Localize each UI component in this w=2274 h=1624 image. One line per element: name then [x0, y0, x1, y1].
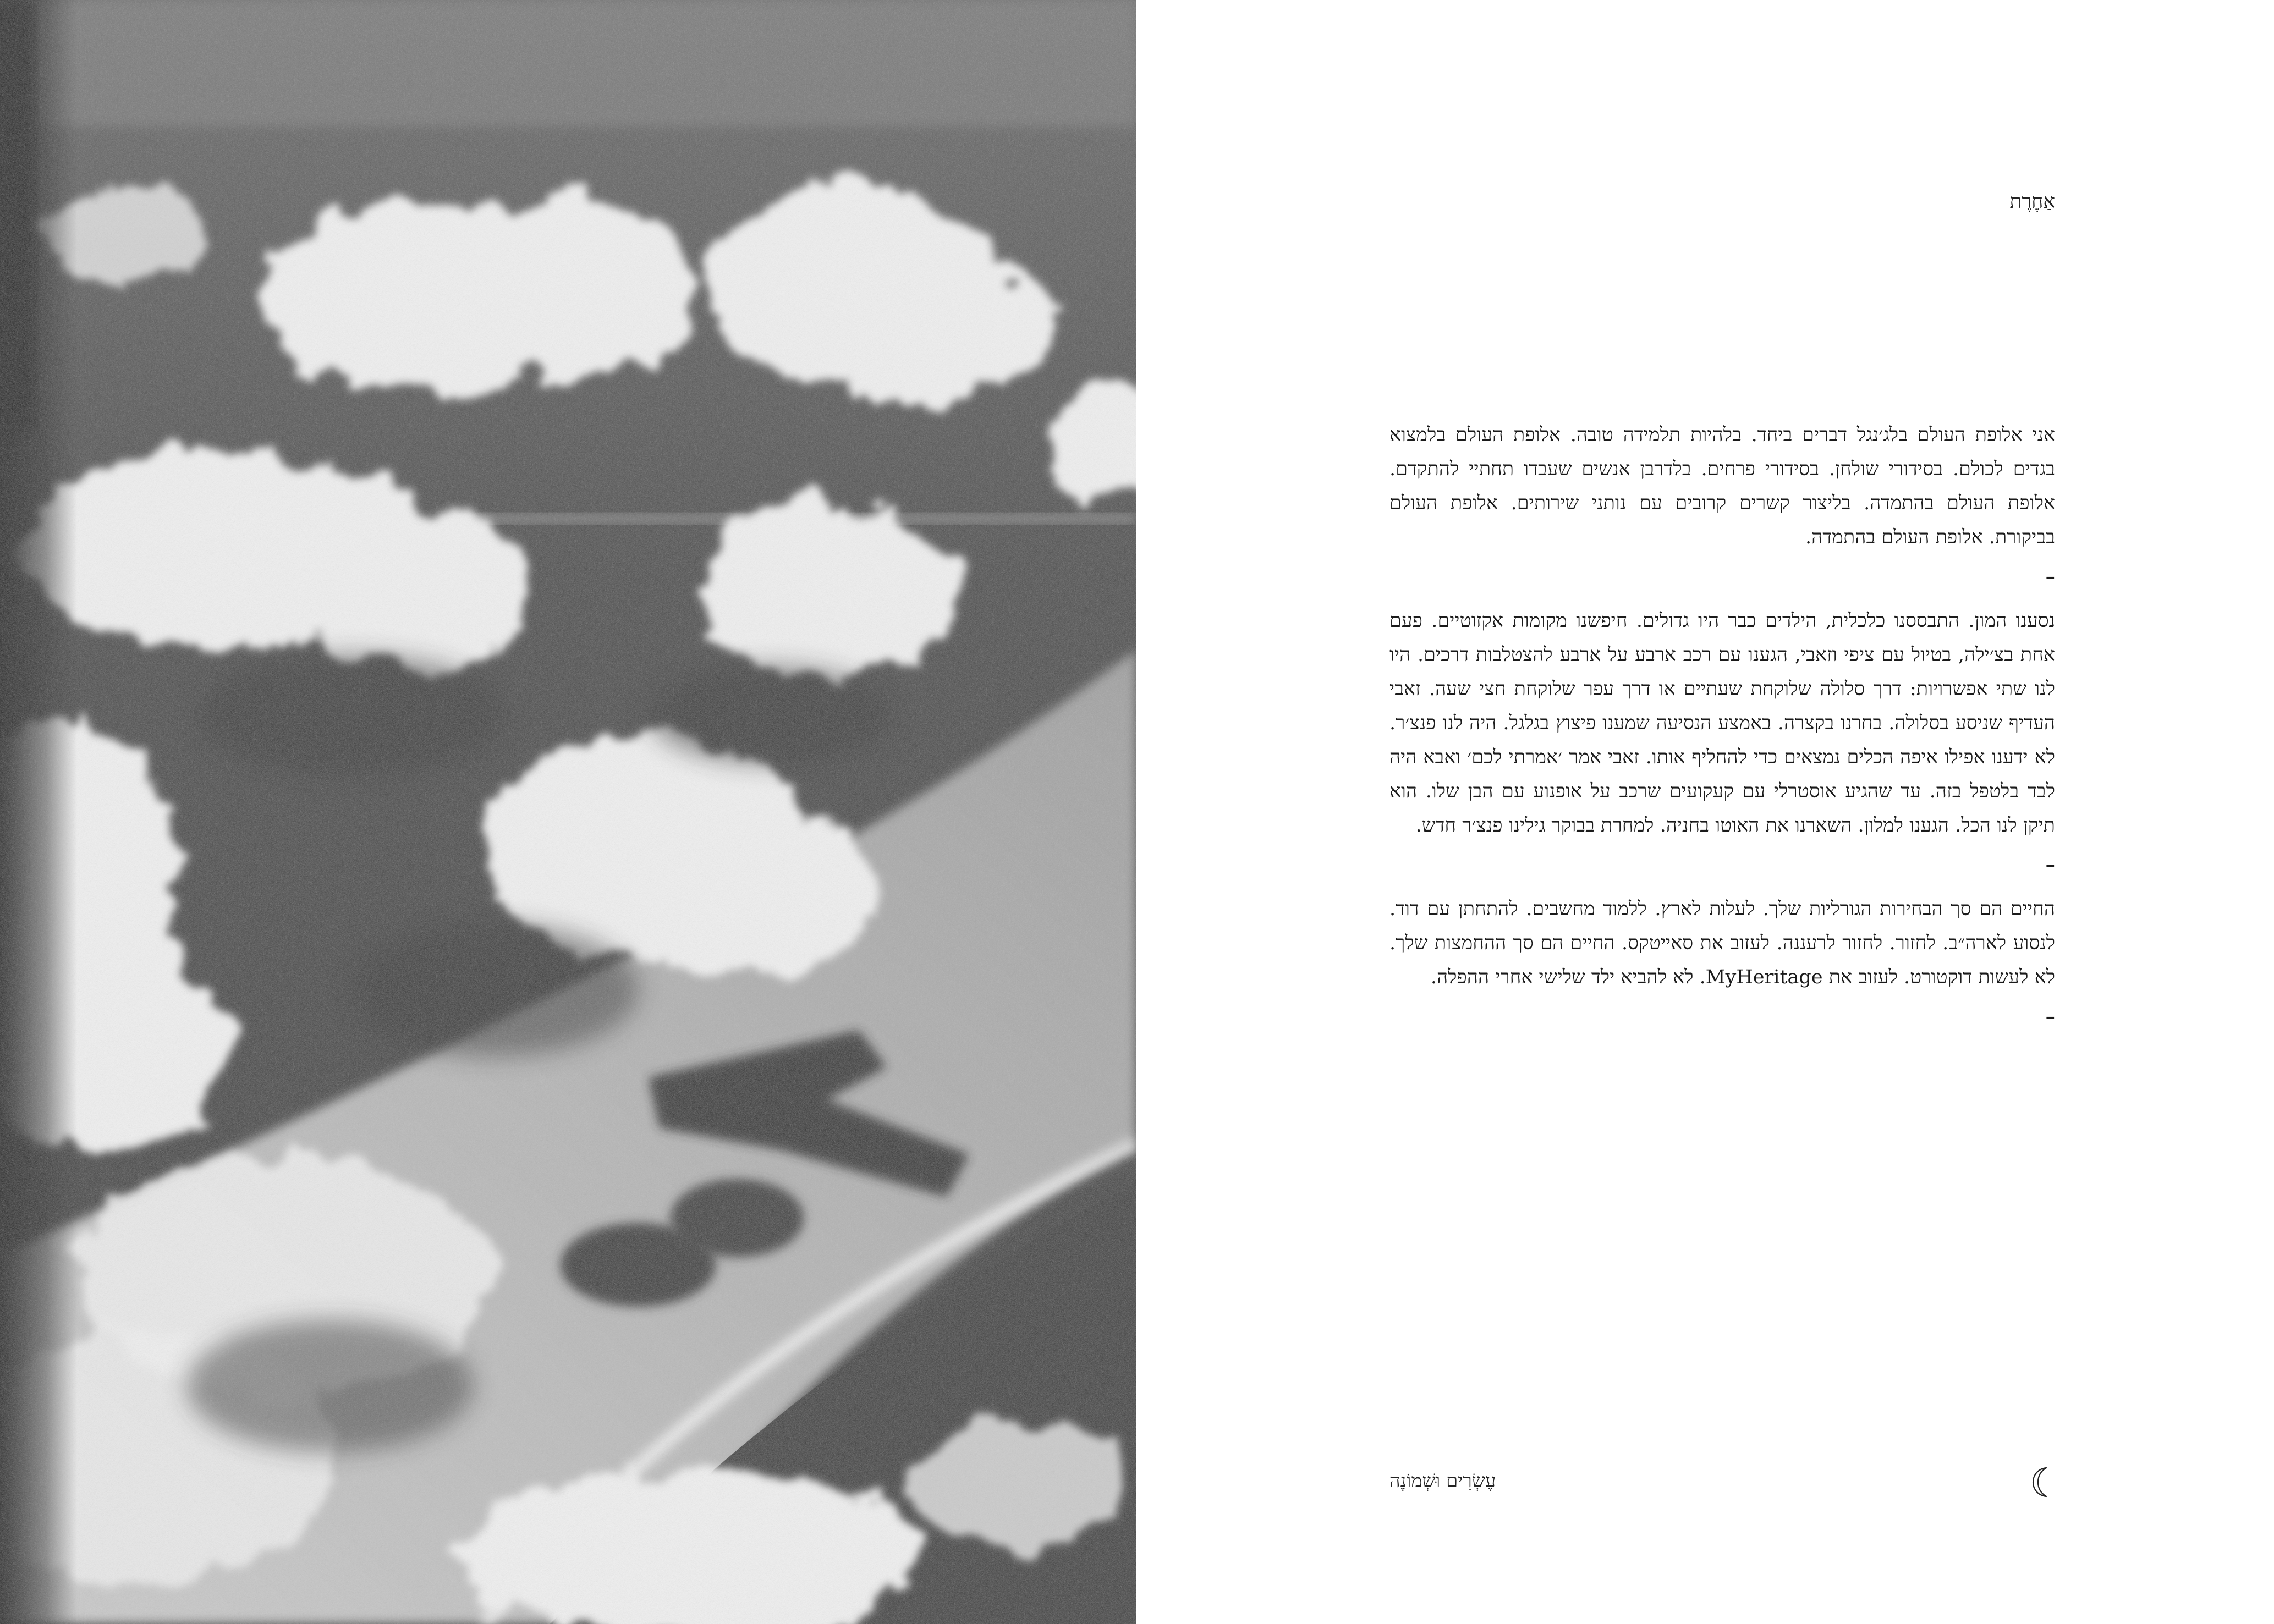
- running-head: אַחֶרֶת: [2009, 190, 2055, 213]
- paragraph: נסענו המון. התבססנו כלכלית, הילדים כבר היו גדולים. חיפשנו מקומות אקזוטיים. פעם אחת בצ׳ילה, בטיול עם ציפי וזאבי, הגענו עם רכב ארבע על ארבע להצטלבות דרכים. היו לנו שתי אפשרויות: דרך סלולה שלוקחת שעתיים או דרך עפר שלוקחת חצי שעה. זאבי העדיף שניסע בסלולה. בחרנו בקצרה. באמצע הנסיעה שמענו פיצוץ בגלגל. היה לנו פנצ׳ר. לא ידענו אפילו איפה הכלים נמצאים כדי להחליף אותו. זאבי אמר ׳אמרתי לכם׳ ואבא היה לבד בלטפל בזה. עד שהגיע אוסטרלי עם קעקועים שרכב על אופנוע עם הבן שלו. הוא תיקן לנו הכל. הגענו למלון. השארנו את האוטו בחניה. למחרת בבוקר גילינו פנצ׳ר חדש.: [1389, 610, 2056, 836]
- section-divider: –: [2045, 854, 2055, 876]
- section-divider: –: [2045, 1005, 2055, 1028]
- crescent-moon-icon: [2030, 1466, 2055, 1499]
- paragraph: החיים הם סך הבחירות הגורליות שלך. לעלות לארץ. ללמוד מחשבים. להתחתן עם דוד. לנסוע לארה״ב. לחזור. לחזור לרעננה. לעזוב את סאייטקס. החיים הם סך ההחמצות שלך. לא לעשות דוקטורט. לעזוב את MyHeritage. לא להביא ילד שלישי אחרי ההפלה.: [1389, 898, 2055, 988]
- aerial-photo: [0, 0, 1136, 1624]
- paragraph: אני אלופת העולם בלג׳נגל דברים ביחד. בלהיות תלמידה טובה. אלופת העולם בלמצוא בגדים לכולם. בסידורי שולחן. בסידורי פרחים. בלדרבן אנשים שעבדו תחתיי להתקדם. אלופת העולם בהתמדה. בליצור קשרים קרובים עם נותני שירותים. אלופת העולם בביקורת. אלופת העולם בהתמדה.: [1389, 424, 2055, 548]
- body-text: [1389, 418, 2055, 1044]
- page-number-label: עֶשְׂרִים וּשְׁמוֹנֶה: [1389, 1470, 1496, 1492]
- text-page: [1136, 0, 2274, 1624]
- folio: [1389, 1466, 2055, 1499]
- section-divider: –: [2045, 565, 2055, 588]
